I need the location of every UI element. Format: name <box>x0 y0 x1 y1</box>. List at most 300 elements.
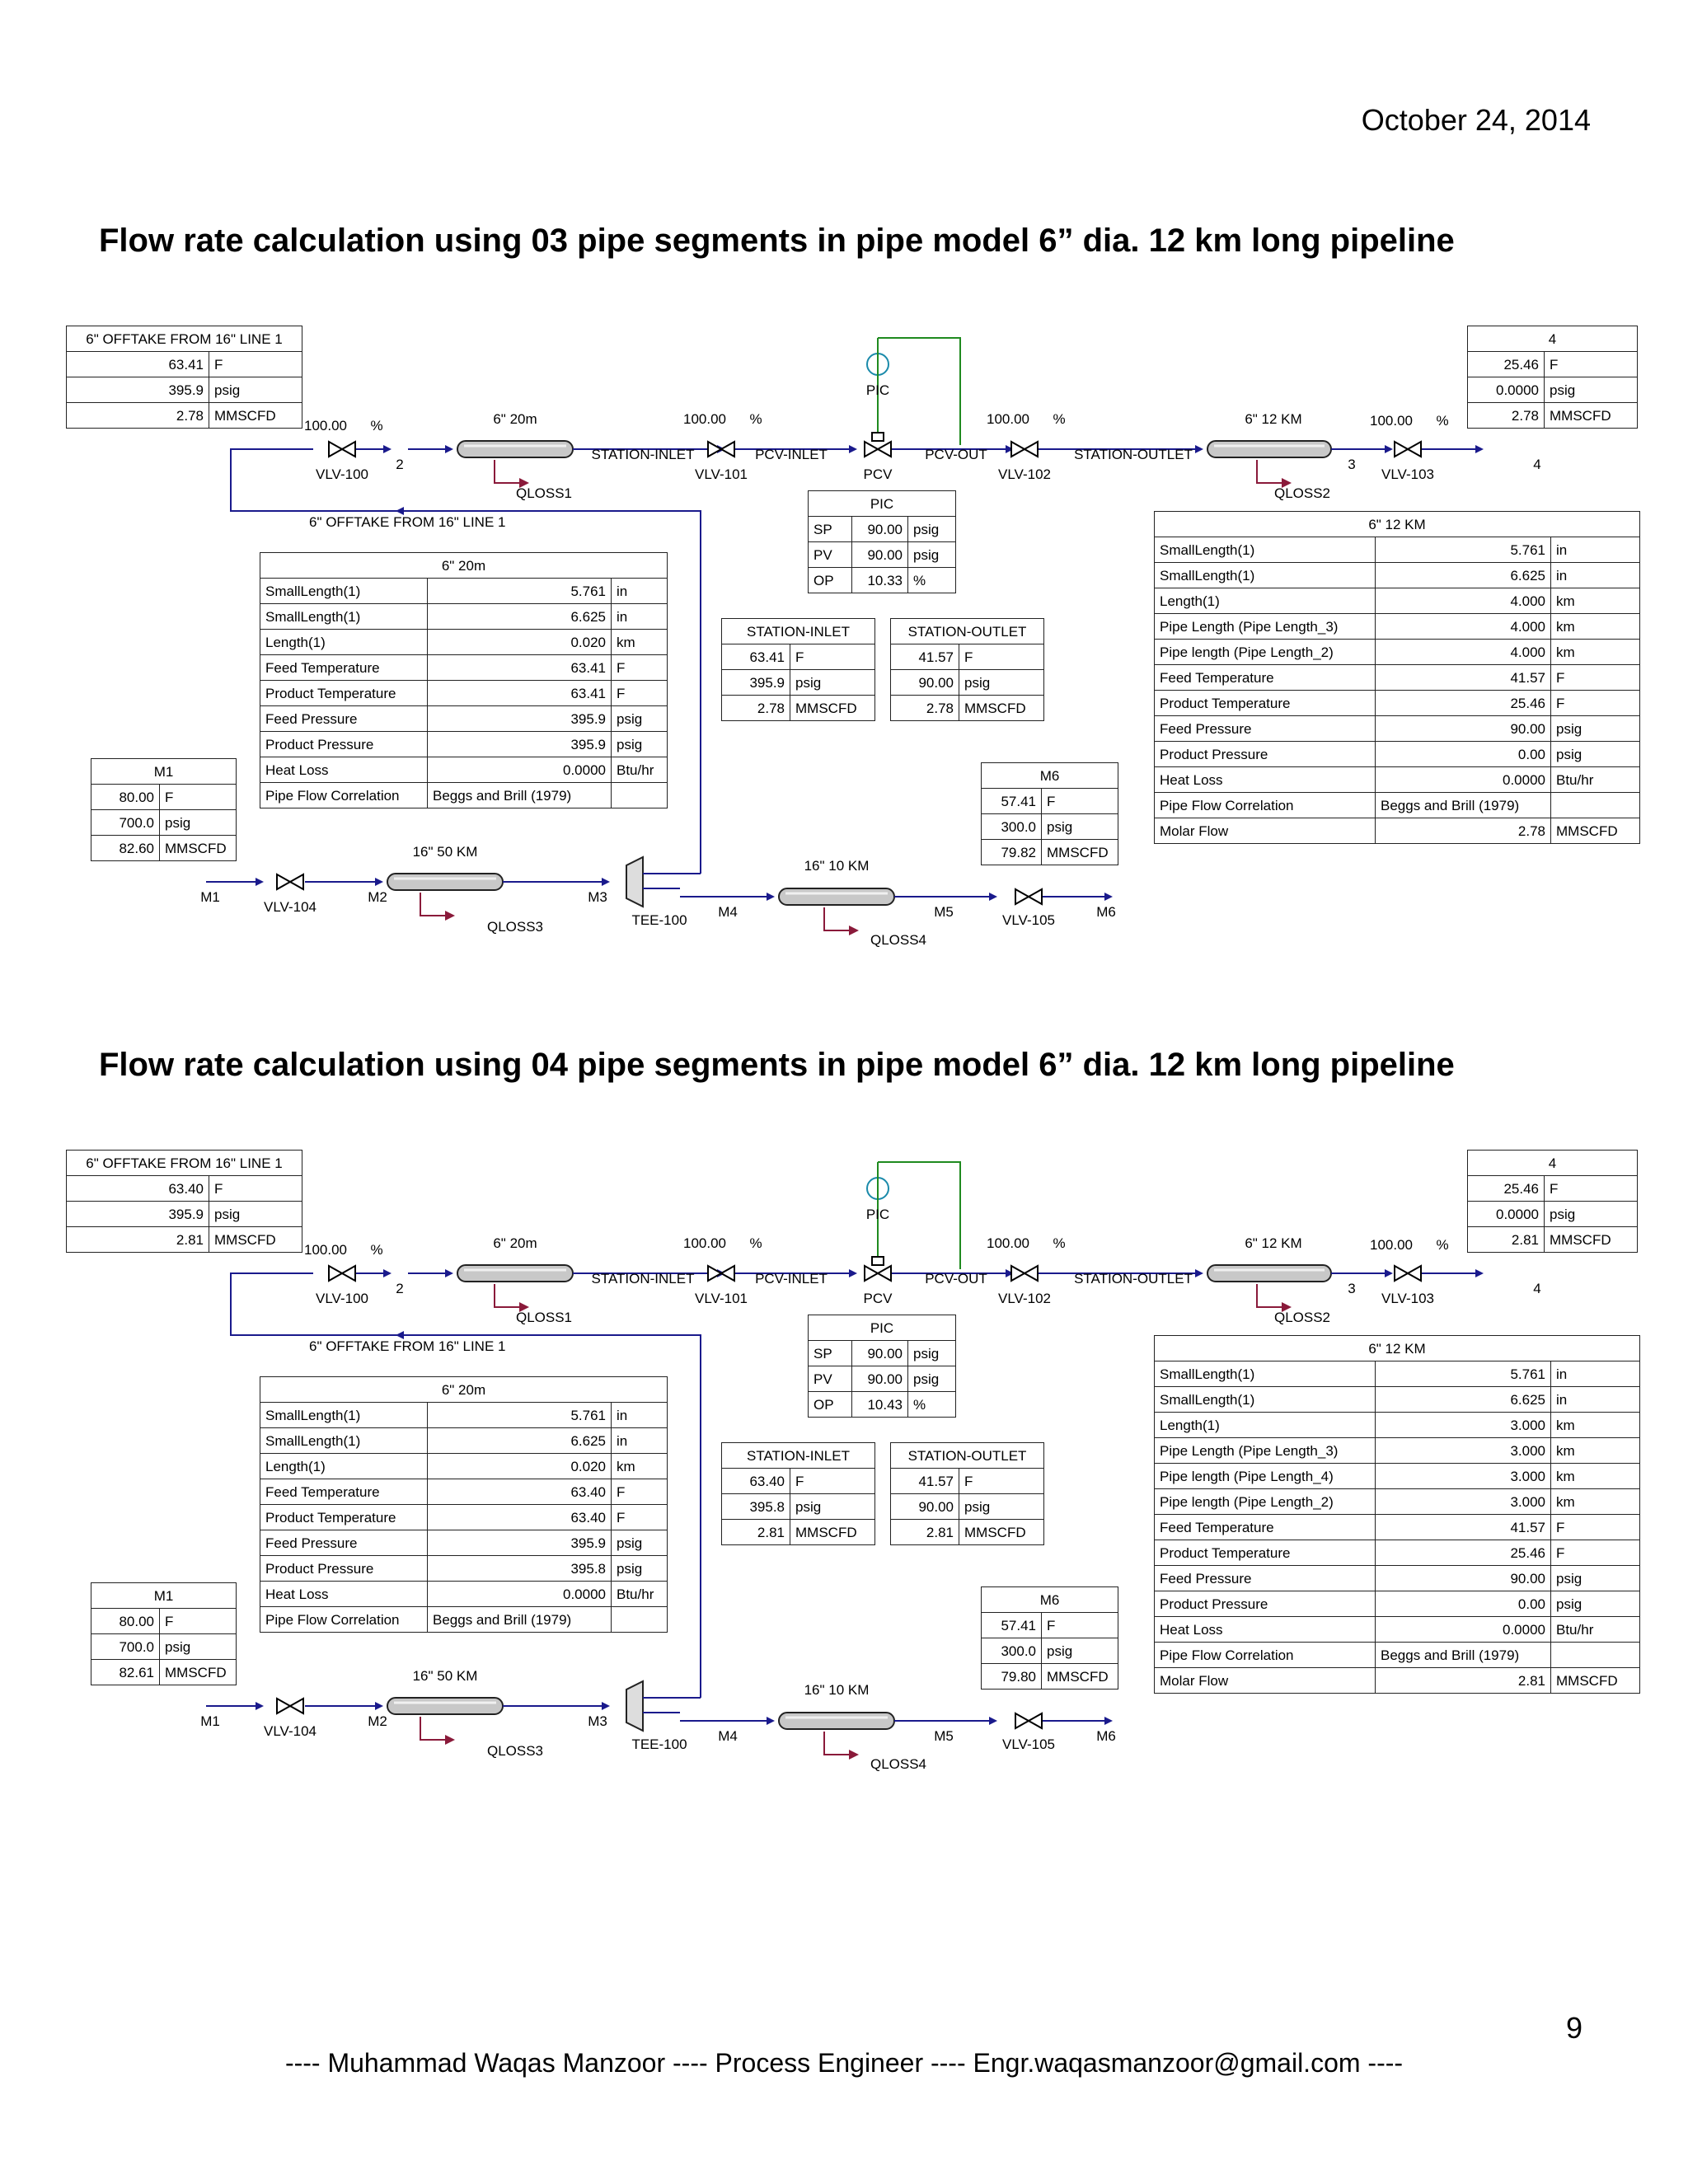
valve-opening-value: 100.00 <box>987 411 1029 427</box>
pipe-12km-table-row <box>1155 1540 1640 1566</box>
pipe-20m-table-header: 6" 20m <box>260 553 668 579</box>
pipe-12km-table-cell: psig <box>1551 1566 1640 1591</box>
station-outlet-table-cell: MMSCFD <box>959 1520 1044 1545</box>
pipe-12km-table-cell: Product Pressure <box>1155 1591 1376 1617</box>
pipe-20m-table-cell: Heat Loss <box>260 1582 428 1607</box>
stream4-table-cell: 2.78 <box>1468 403 1545 429</box>
pipe-12km-table-cell: F <box>1551 665 1640 691</box>
pipe-12km-table-cell: Pipe Length (Pipe Length_3) <box>1155 614 1376 640</box>
m1-table-cell: psig <box>160 1634 237 1660</box>
stream-arrowhead <box>256 878 264 886</box>
offtake-table-cell: F <box>209 352 302 377</box>
stream-arrowhead <box>849 1269 857 1277</box>
pipe-12km-table-cell: 3.000 <box>1376 1438 1551 1464</box>
pipe-label-12km: 6" 12 KM <box>1245 411 1302 427</box>
pipe-20m-table-cell: 0.020 <box>428 1454 612 1479</box>
pipe-20m-table-row <box>260 732 668 757</box>
valve-icon <box>878 442 891 457</box>
pipe-label-20m: 6" 20m <box>493 411 537 427</box>
offtake-table-cell: 2.78 <box>67 403 209 429</box>
m1-table-row <box>91 785 237 810</box>
qloss-label: QLOSS3 <box>486 1743 544 1759</box>
stream-label: STATION-OUTLET <box>1074 1271 1193 1286</box>
stream-label: M4 <box>718 1728 738 1744</box>
tee-label: TEE-100 <box>631 912 687 928</box>
pipe-20m-table-cell <box>612 1607 668 1633</box>
m6-table-row <box>982 1664 1118 1690</box>
offtake-table-row <box>67 352 302 377</box>
stream4-table-row <box>1468 403 1638 429</box>
pipe-20m-table-cell: psig <box>612 1556 668 1582</box>
station-outlet-table-row <box>891 644 1044 670</box>
offtake-table-cell: F <box>209 1176 302 1202</box>
offtake-line-label: 6" OFFTAKE FROM 16" LINE 1 <box>309 514 506 530</box>
pipe-20m-table-row <box>260 757 668 783</box>
station-outlet-table-cell: 41.57 <box>891 1469 959 1494</box>
station-outlet-table-cell: 2.81 <box>891 1520 959 1545</box>
pipe-12km-table-row <box>1155 1387 1640 1413</box>
pic-table-cell: 90.00 <box>852 542 908 568</box>
valve-opening-unit: % <box>1436 1237 1449 1253</box>
pipe-12km-table-cell: Pipe Flow Correlation <box>1155 793 1376 818</box>
pipe-20m-table-cell: F <box>612 1505 668 1530</box>
stream4-table <box>1467 326 1638 429</box>
m6-table-cell: 300.0 <box>982 814 1042 840</box>
stream-arrowhead <box>1104 893 1113 901</box>
station-inlet-table-cell: 63.41 <box>722 644 790 670</box>
pic-table-cell: psig <box>908 542 956 568</box>
valve-icon <box>865 442 878 457</box>
m6-table-cell: MMSCFD <box>1042 1664 1118 1690</box>
pipe-12km-table-row <box>1155 1668 1640 1694</box>
station-outlet-table-cell: 41.57 <box>891 644 959 670</box>
pipe-12km-table-cell: 90.00 <box>1376 1566 1551 1591</box>
valve-icon <box>1015 1713 1029 1728</box>
pipe-12km-table-cell: 6.625 <box>1376 1387 1551 1413</box>
pcv-actuator-icon <box>872 433 884 441</box>
pipe-20m-table-cell: 0.0000 <box>428 1582 612 1607</box>
energy-arrowhead <box>445 1735 455 1745</box>
pipe-20m-table-cell: Product Temperature <box>260 1505 428 1530</box>
m6-table-header: M6 <box>982 1587 1118 1613</box>
stream4-table-cell: 0.0000 <box>1468 377 1545 403</box>
valve-icon <box>1408 1266 1421 1281</box>
valve-icon <box>1025 1266 1038 1281</box>
pipe-20m-table-header: 6" 20m <box>260 1377 668 1403</box>
station-outlet-table-cell: psig <box>959 670 1044 696</box>
valve-label: VLV-104 <box>264 1723 316 1739</box>
valve-icon <box>1395 1266 1408 1281</box>
page-footer: ---- Muhammad Waqas Manzoor ---- Process Engineer ---- Engr.waqasmanzoor@gmail.com ---- <box>284 2048 1404 2078</box>
pipe-12km-table-row <box>1155 563 1640 588</box>
valve-label: VLV-100 <box>316 466 368 482</box>
pipe-12km-table-row <box>1155 1361 1640 1387</box>
pipe-12km-table-row <box>1155 1438 1640 1464</box>
pipe-segment-icon <box>457 1265 573 1282</box>
pipe-12km-table-cell: Length(1) <box>1155 1413 1376 1438</box>
pipe-12km-table-cell: 5.761 <box>1376 1361 1551 1387</box>
m1-table-header: M1 <box>91 1583 237 1609</box>
pipe-12km-table-row <box>1155 742 1640 767</box>
pipe-12km-table-cell: Product Temperature <box>1155 691 1376 716</box>
pipe-12km-table <box>1154 511 1640 844</box>
stream-arrowhead <box>1475 1269 1484 1277</box>
valve-opening-unit: % <box>370 418 383 434</box>
valve-icon <box>708 1266 721 1281</box>
station-inlet-table-row <box>722 1520 875 1545</box>
valve-label: VLV-101 <box>695 466 748 482</box>
pipe-12km-table-row <box>1155 691 1640 716</box>
stream4-table-row <box>1468 352 1638 377</box>
pic-table-cell: % <box>908 1392 956 1418</box>
energy-stream-line <box>824 1732 849 1755</box>
valve-icon <box>277 874 290 889</box>
pipe-20m-table-row <box>260 706 668 732</box>
pipe-20m-table-cell: SmallLength(1) <box>260 1403 428 1428</box>
energy-arrowhead <box>445 911 455 921</box>
valve-icon <box>1025 442 1038 457</box>
valve-opening-value: 100.00 <box>304 418 347 434</box>
stream-label: 2 <box>396 457 404 472</box>
pipe-12km-table-row <box>1155 588 1640 614</box>
pic-table-header: PIC <box>809 491 956 517</box>
stream-label: 2 <box>396 1281 404 1296</box>
stream4-table-cell: MMSCFD <box>1545 1227 1638 1253</box>
pipe-segment-icon <box>387 874 503 890</box>
offtake-table-row <box>67 1176 302 1202</box>
qloss-label: QLOSS3 <box>486 919 544 935</box>
m6-table-cell: 79.82 <box>982 840 1042 865</box>
pipe-20m-table-cell: SmallLength(1) <box>260 604 428 630</box>
m1-table <box>91 1582 237 1685</box>
stream-arrowhead <box>383 445 392 453</box>
pipe-12km-table-cell: Molar Flow <box>1155 1668 1376 1694</box>
offtake-line-label: 6" OFFTAKE FROM 16" LINE 1 <box>309 1338 506 1354</box>
pipe-12km-table-cell: Pipe length (Pipe Length_2) <box>1155 640 1376 665</box>
tee-label: TEE-100 <box>631 1736 687 1752</box>
pipe-20m-table-row <box>260 1607 668 1633</box>
stream-arrowhead <box>375 878 383 886</box>
station-inlet-table-cell: 2.78 <box>722 696 790 721</box>
valve-icon <box>290 874 303 889</box>
pipe-12km-table-cell: Molar Flow <box>1155 818 1376 844</box>
pipe-12km-table-row <box>1155 1617 1640 1643</box>
valve-opening-unit: % <box>749 1235 762 1251</box>
station-inlet-table-cell: 395.8 <box>722 1494 790 1520</box>
stream-label: 4 <box>1533 1281 1541 1296</box>
pipe-12km-table-cell: 0.0000 <box>1376 1617 1551 1643</box>
stream-label: M2 <box>368 889 387 905</box>
offtake-table-cell: MMSCFD <box>209 1227 302 1253</box>
offtake-table-cell: MMSCFD <box>209 403 302 429</box>
pipe-20m-table-cell: 6.625 <box>428 604 612 630</box>
valve-icon <box>342 1266 355 1281</box>
pipe-20m-table-cell: in <box>612 604 668 630</box>
pic-label: PIC <box>865 1207 890 1222</box>
station-inlet-table-cell: F <box>790 1469 875 1494</box>
stream4-table-cell: 25.46 <box>1468 1176 1545 1202</box>
offtake-table-header: 6" OFFTAKE FROM 16" LINE 1 <box>67 1151 302 1176</box>
offtake-table-cell: psig <box>209 377 302 403</box>
stream-label: M3 <box>588 889 607 905</box>
pipe-20m-table-row <box>260 604 668 630</box>
m6-table-cell: MMSCFD <box>1042 840 1118 865</box>
valve-opening-unit: % <box>1053 1235 1066 1251</box>
valve-icon <box>1408 442 1421 457</box>
pipe-label-12km: 6" 12 KM <box>1245 1235 1302 1251</box>
pipe-12km-table-cell: km <box>1551 1489 1640 1515</box>
station-outlet-table-row <box>891 670 1044 696</box>
valve-icon <box>1029 889 1042 904</box>
valve-icon <box>342 442 355 457</box>
pipe-20m-table-cell: 63.40 <box>428 1479 612 1505</box>
m1-table-row <box>91 1660 237 1685</box>
pcv-label: PCV <box>863 466 893 482</box>
pipe-20m-table-cell: Beggs and Brill (1979) <box>428 1607 612 1633</box>
station-inlet-table-cell: MMSCFD <box>790 696 875 721</box>
pipe-12km-table-cell: 6.625 <box>1376 563 1551 588</box>
offtake-table-cell: 2.81 <box>67 1227 209 1253</box>
pipe-12km-table-row <box>1155 1413 1640 1438</box>
pipe-20m-table <box>260 552 668 808</box>
m1-table-cell: psig <box>160 810 237 836</box>
pipe-20m-table-cell: psig <box>612 706 668 732</box>
pipe-label-50km: 16" 50 KM <box>412 1668 478 1684</box>
pipe-12km-table-cell: Btu/hr <box>1551 767 1640 793</box>
energy-stream-line <box>495 460 519 483</box>
stream-arrowhead <box>445 1269 453 1277</box>
tee-icon <box>626 1681 643 1731</box>
m1-table-row <box>91 810 237 836</box>
station-outlet-table-cell: 2.78 <box>891 696 959 721</box>
stream-arrowhead <box>375 1702 383 1710</box>
station-outlet-table-row <box>891 1469 1044 1494</box>
m6-table-cell: psig <box>1042 814 1118 840</box>
pic-table-cell: OP <box>809 1392 852 1418</box>
valve-icon <box>708 442 721 457</box>
offtake-table-header: 6" OFFTAKE FROM 16" LINE 1 <box>67 326 302 352</box>
pic-table-row <box>809 1392 956 1418</box>
stream-arrowhead <box>1475 445 1484 453</box>
stream-label: M3 <box>588 1713 607 1729</box>
pipe-20m-table-cell: Feed Pressure <box>260 1530 428 1556</box>
stream-label: M2 <box>368 1713 387 1729</box>
stream-arrowhead <box>445 445 453 453</box>
m1-table-header: M1 <box>91 759 237 785</box>
station-inlet-table-cell: 63.40 <box>722 1469 790 1494</box>
pic-table-cell: % <box>908 568 956 593</box>
pipe-12km-table-cell: 0.00 <box>1376 1591 1551 1617</box>
pic-table-row <box>809 568 956 593</box>
pipe-12km-table-cell: Beggs and Brill (1979) <box>1376 1643 1551 1668</box>
pipe-20m-table-cell: Feed Pressure <box>260 706 428 732</box>
stream4-table-cell: 25.46 <box>1468 352 1545 377</box>
m6-table-header: M6 <box>982 763 1118 789</box>
pic-label: PIC <box>865 382 890 398</box>
station-inlet-table-row <box>722 670 875 696</box>
stream-arrowhead <box>1385 445 1393 453</box>
pipe-label-20m: 6" 20m <box>493 1235 537 1251</box>
pic-table-cell: 10.43 <box>852 1392 908 1418</box>
pipe-20m-table-cell: 5.761 <box>428 579 612 604</box>
energy-arrowhead <box>849 926 859 935</box>
station-inlet-table <box>721 1442 875 1545</box>
m6-table-cell: 300.0 <box>982 1638 1042 1664</box>
stream-label: STATION-OUTLET <box>1074 447 1193 462</box>
pipe-20m-table-cell: 0.020 <box>428 630 612 655</box>
pipe-segment-icon <box>387 1698 503 1714</box>
station-outlet-table-cell: psig <box>959 1494 1044 1520</box>
stream4-table-row <box>1468 1176 1638 1202</box>
stream-arrowhead <box>256 1702 264 1710</box>
valve-opening-unit: % <box>749 411 762 427</box>
pipe-20m-table-cell: Product Pressure <box>260 732 428 757</box>
pipe-20m-table-cell: Length(1) <box>260 1454 428 1479</box>
pipe-20m-table-cell: Pipe Flow Correlation <box>260 783 428 808</box>
pcv-actuator-icon <box>872 1257 884 1265</box>
pipe-12km-table-cell: SmallLength(1) <box>1155 1361 1376 1387</box>
stream-label: M6 <box>1096 904 1116 920</box>
station-inlet-table <box>721 618 875 721</box>
valve-opening-unit: % <box>1053 411 1066 427</box>
pic-table-cell: SP <box>809 517 852 542</box>
pipe-12km-table-cell: 4.000 <box>1376 640 1551 665</box>
stream4-table-cell: 0.0000 <box>1468 1202 1545 1227</box>
stream-label: M1 <box>200 889 220 905</box>
station-inlet-table-cell: F <box>790 644 875 670</box>
energy-stream-line <box>420 893 445 916</box>
pipe-20m-table-cell: 63.41 <box>428 655 612 681</box>
station-inlet-table-header: STATION-INLET <box>722 1443 875 1469</box>
page-number: 9 <box>1566 2011 1583 2045</box>
valve-icon <box>329 1266 342 1281</box>
pipe-20m-table-cell: Feed Temperature <box>260 1479 428 1505</box>
station-inlet-table-cell: MMSCFD <box>790 1520 875 1545</box>
energy-arrowhead <box>849 1750 859 1760</box>
station-outlet-table-row <box>891 696 1044 721</box>
pipe-20m-table-cell: Feed Temperature <box>260 655 428 681</box>
pipe-12km-table-row <box>1155 1591 1640 1617</box>
pic-table-row <box>809 517 956 542</box>
pipe-20m-table-cell: in <box>612 1428 668 1454</box>
pipe-12km-table-cell: Product Pressure <box>1155 742 1376 767</box>
valve-icon <box>721 1266 734 1281</box>
valve-icon <box>1029 1713 1042 1728</box>
pipe-12km-table-cell <box>1551 1643 1640 1668</box>
pipe-12km-table-cell: F <box>1551 691 1640 716</box>
pipe-12km-table-cell: psig <box>1551 742 1640 767</box>
pipe-12km-table-cell <box>1551 793 1640 818</box>
stream4-table <box>1467 1150 1638 1253</box>
pipe-20m-table-row <box>260 630 668 655</box>
m6-table-cell: 57.41 <box>982 1613 1042 1638</box>
signal-line <box>878 338 960 445</box>
pipe-12km-table-cell: in <box>1551 1387 1640 1413</box>
pic-table-cell: SP <box>809 1341 852 1366</box>
station-inlet-table-cell: psig <box>790 670 875 696</box>
pipe-12km-table-cell: Feed Temperature <box>1155 1515 1376 1540</box>
pipe-12km-table-cell: 90.00 <box>1376 716 1551 742</box>
pipe-12km-table-cell: 3.000 <box>1376 1489 1551 1515</box>
pipe-segment-icon <box>779 888 894 905</box>
stream-label: M5 <box>934 904 954 920</box>
pic-table-cell: 90.00 <box>852 517 908 542</box>
pipe-20m-table-cell: Product Temperature <box>260 681 428 706</box>
m1-table-row <box>91 1609 237 1634</box>
stream4-table-cell: psig <box>1545 1202 1638 1227</box>
offtake-table-row <box>67 1202 302 1227</box>
station-outlet-table-cell: F <box>959 1469 1044 1494</box>
valve-label: VLV-101 <box>695 1291 748 1306</box>
signal-line <box>878 1162 960 1269</box>
pipe-12km-table-cell: Heat Loss <box>1155 1617 1376 1643</box>
pipe-20m-table-cell: km <box>612 630 668 655</box>
pic-table-row <box>809 1366 956 1392</box>
energy-stream-line <box>495 1284 519 1307</box>
stream-arrowhead <box>767 893 775 901</box>
station-inlet-table-cell: 2.81 <box>722 1520 790 1545</box>
pipe-20m-table-cell: km <box>612 1454 668 1479</box>
pipe-12km-table-header: 6" 12 KM <box>1155 512 1640 537</box>
pipe-20m-table-cell: Beggs and Brill (1979) <box>428 783 612 808</box>
pipe-12km-table-cell: 4.000 <box>1376 614 1551 640</box>
pipe-12km-table-row <box>1155 640 1640 665</box>
pipe-20m-table-cell: Pipe Flow Correlation <box>260 1607 428 1633</box>
m1-table-cell: MMSCFD <box>160 1660 237 1685</box>
pipe-12km-table-cell: km <box>1551 588 1640 614</box>
valve-icon <box>1011 442 1025 457</box>
stream4-table-cell: MMSCFD <box>1545 403 1638 429</box>
pipe-12km-table-cell: 41.57 <box>1376 1515 1551 1540</box>
pipe-20m-table-cell: psig <box>612 732 668 757</box>
stream-arrowhead <box>383 1269 392 1277</box>
pipe-12km-table-cell: Pipe Flow Correlation <box>1155 1643 1376 1668</box>
pipe-20m-table-cell: 395.8 <box>428 1556 612 1582</box>
pipe-12km-table-cell: Feed Temperature <box>1155 665 1376 691</box>
pipe-20m-table-cell: 395.9 <box>428 706 612 732</box>
pipe-12km-table-cell: 0.0000 <box>1376 767 1551 793</box>
pcv-label: PCV <box>863 1291 893 1306</box>
valve-opening-value: 100.00 <box>683 1235 726 1251</box>
stream-label: PCV-INLET <box>755 1271 828 1286</box>
pipe-12km-table-cell: F <box>1551 1540 1640 1566</box>
energy-stream-line <box>1257 1284 1282 1307</box>
offtake-table-row <box>67 403 302 429</box>
pipe-20m-table-row <box>260 681 668 706</box>
m1-table-cell: 82.60 <box>91 836 160 861</box>
stream-label: PCV-OUT <box>925 1271 987 1286</box>
station-outlet-table-cell: F <box>959 644 1044 670</box>
pipe-20m-table-cell: in <box>612 579 668 604</box>
pipe-20m-table-cell: in <box>612 1403 668 1428</box>
process-diagram-1 <box>66 313 1648 972</box>
m1-table-row <box>91 836 237 861</box>
valve-label: VLV-102 <box>998 466 1051 482</box>
stream4-table-row <box>1468 1227 1638 1253</box>
stream-arrowhead <box>1195 1269 1203 1277</box>
valve-label: VLV-104 <box>264 899 316 915</box>
station-outlet-table <box>890 1442 1044 1545</box>
valve-opening-value: 100.00 <box>304 1242 347 1258</box>
pipe-12km-table-cell: Feed Pressure <box>1155 1566 1376 1591</box>
station-outlet-table-row <box>891 1494 1044 1520</box>
pipe-12km-table-cell: SmallLength(1) <box>1155 537 1376 563</box>
m6-table-row <box>982 789 1118 814</box>
pipe-12km-table-cell: 0.00 <box>1376 742 1551 767</box>
valve-opening-value: 100.00 <box>1370 1237 1413 1253</box>
stream4-table-row <box>1468 1202 1638 1227</box>
pic-table-cell: psig <box>908 517 956 542</box>
